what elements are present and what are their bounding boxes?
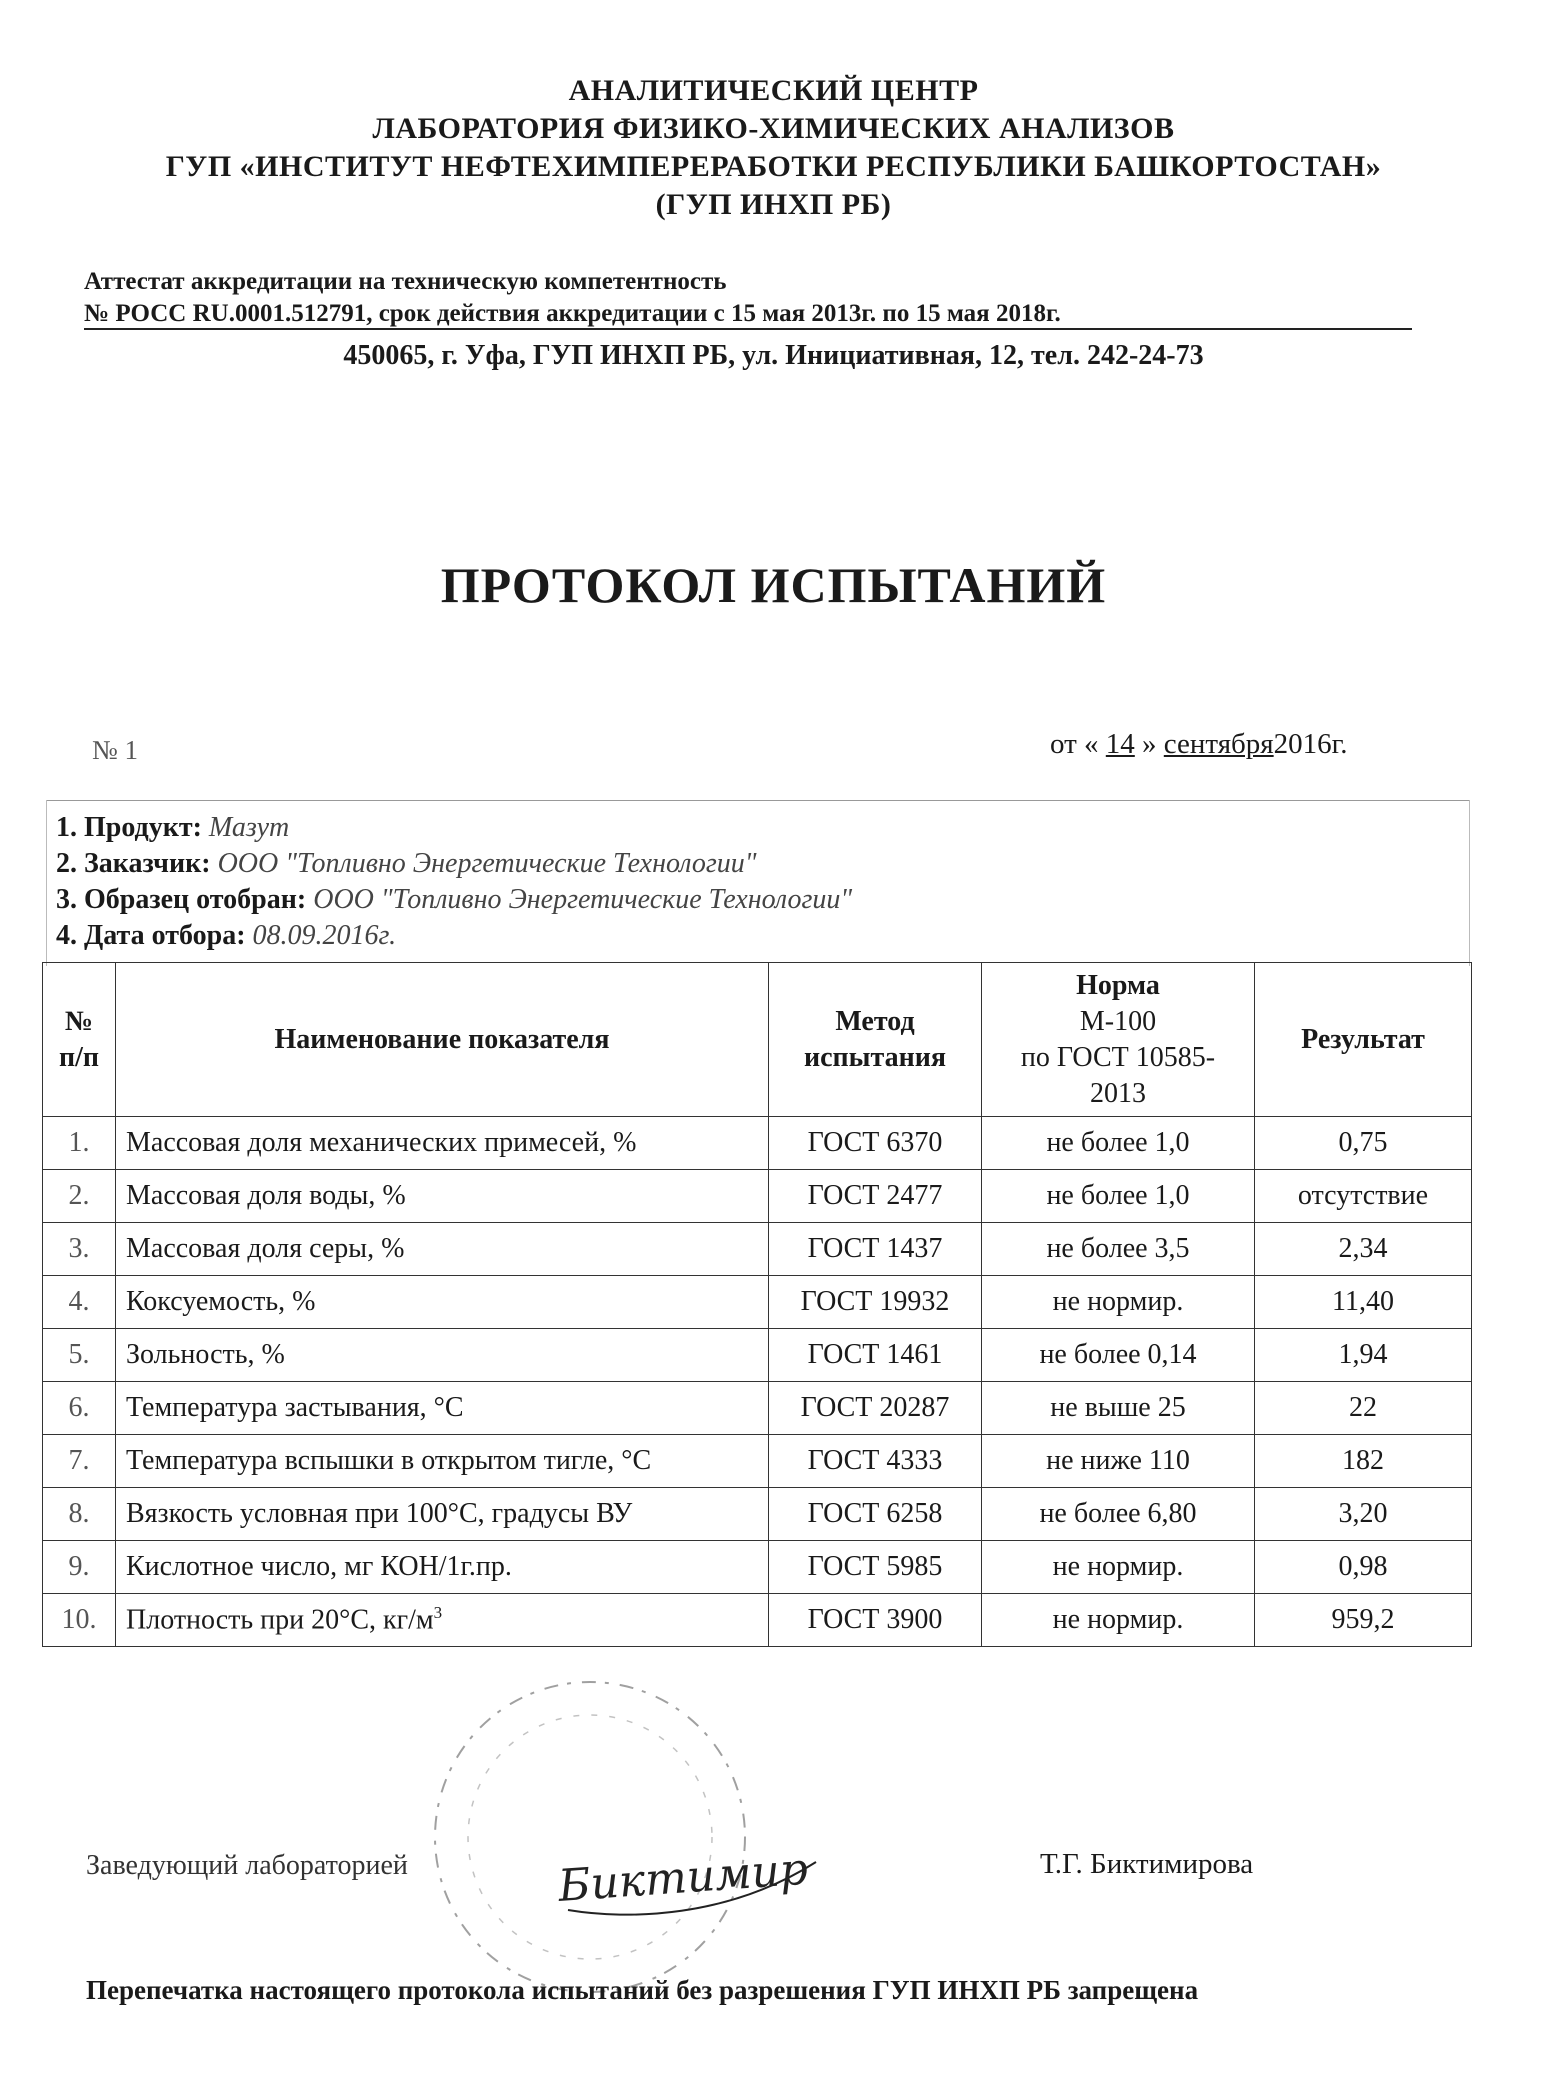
- header-line-3: ГУП «ИНСТИТУТ НЕФТЕХИМПЕРЕРАБОТКИ РЕСПУБЛИКИ БАШКОРТОСТАН»: [165, 150, 1382, 183]
- row-name-text: Плотность при 20°С, кг/м: [126, 1604, 434, 1636]
- header-line-4: (ГУП ИНХП РБ): [655, 188, 892, 221]
- table-row: [43, 1382, 1472, 1435]
- row-result: 1,94: [1255, 1329, 1472, 1382]
- info-customer: [56, 848, 757, 880]
- table-row: [43, 1329, 1472, 1382]
- info-frame-left: [46, 800, 47, 966]
- date-month: сентября: [1163, 728, 1274, 760]
- info-frame-top: [46, 800, 1470, 801]
- header-line-2: ЛАБОРАТОРИЯ ФИЗИКО-ХИМИЧЕСКИХ АНАЛИЗОВ: [372, 112, 1175, 145]
- table-row: [43, 1276, 1472, 1329]
- row-norm: не нормир.: [982, 1541, 1255, 1594]
- date-day: 14: [1105, 728, 1135, 760]
- table-row: [43, 1541, 1472, 1594]
- norm-line-4: 2013: [1090, 1077, 1146, 1109]
- protocol-date: [1050, 728, 1348, 761]
- table-row: [43, 1594, 1472, 1647]
- accreditation-underline: [84, 328, 1412, 330]
- table-row: [43, 1117, 1472, 1170]
- row-name: Зольность, %: [116, 1329, 769, 1382]
- header-line-1: АНАЛИТИЧЕСКИЙ ЦЕНТР: [568, 74, 979, 107]
- row-name: Температура вспышки в открытом тигле, °С: [116, 1435, 769, 1488]
- date-value: 08.09.2016г.: [252, 920, 397, 951]
- row-result: 182: [1255, 1435, 1472, 1488]
- row-number: 5.: [43, 1329, 116, 1382]
- row-method: ГОСТ 20287: [769, 1382, 982, 1435]
- customer-value: ООО "Топливно Энергетические Технологии": [217, 848, 757, 879]
- row-result: 2,34: [1255, 1223, 1472, 1276]
- row-method: ГОСТ 3900: [769, 1594, 982, 1647]
- col-name-header: Наименование показателя: [116, 963, 769, 1117]
- date-year: 2016г.: [1273, 728, 1348, 760]
- row-norm: не нормир.: [982, 1594, 1255, 1647]
- handwritten-signature: [548, 1822, 828, 1932]
- row-norm: не более 6,80: [982, 1488, 1255, 1541]
- signature-position: Заведующий лабораторией: [86, 1850, 408, 1881]
- row-norm: не более 0,14: [982, 1329, 1255, 1382]
- row-number: 10.: [43, 1594, 116, 1647]
- row-result: 3,20: [1255, 1488, 1472, 1541]
- date-label: 4. Дата отбора:: [56, 920, 246, 951]
- row-result: отсутствие: [1255, 1170, 1472, 1223]
- norm-line-2: М-100: [1079, 1005, 1157, 1037]
- row-result: 0,75: [1255, 1117, 1472, 1170]
- row-norm: не более 1,0: [982, 1117, 1255, 1170]
- row-norm: не более 3,5: [982, 1223, 1255, 1276]
- row-name: Кислотное число, мг КОН/1г.пр.: [116, 1541, 769, 1594]
- row-method: ГОСТ 1437: [769, 1223, 982, 1276]
- row-norm: не нормир.: [982, 1276, 1255, 1329]
- row-norm: не более 1,0: [982, 1170, 1255, 1223]
- row-name: Температура застывания, °С: [116, 1382, 769, 1435]
- date-mid: »: [1142, 728, 1157, 760]
- col-result-header: Результат: [1255, 963, 1472, 1117]
- row-name: Массовая доля механических примесей, %: [116, 1117, 769, 1170]
- table-row: [43, 1170, 1472, 1223]
- row-method: ГОСТ 5985: [769, 1541, 982, 1594]
- unit-superscript: 3: [433, 1603, 443, 1623]
- col-method-header: Метод испытания: [769, 963, 982, 1117]
- info-product: [56, 812, 289, 844]
- row-method: ГОСТ 4333: [769, 1435, 982, 1488]
- address: 450065, г. Уфа, ГУП ИНХП РБ, ул. Инициативная, 12, тел. 242-24-73: [343, 340, 1204, 371]
- protocol-number: № 1: [92, 735, 139, 765]
- row-result: 0,98: [1255, 1541, 1472, 1594]
- footer-note: Перепечатка настоящего протокола испытаний без разрешения ГУП ИНХП РБ запрещена: [86, 1975, 1199, 2005]
- table-header-row: [43, 963, 1472, 1117]
- col-num-header: № п/п: [43, 963, 116, 1117]
- row-number: 4.: [43, 1276, 116, 1329]
- row-number: 2.: [43, 1170, 116, 1223]
- sampled-label: 3. Образец отобран:: [56, 884, 307, 915]
- row-name: Коксуемость, %: [116, 1276, 769, 1329]
- signer-name: Т.Г. Биктимирова: [1040, 1848, 1254, 1880]
- row-name: Массовая доля воды, %: [116, 1170, 769, 1223]
- row-name: [116, 1594, 769, 1647]
- accreditation-line-1: Аттестат аккредитации на техническую компетентность: [84, 268, 727, 295]
- info-frame-right: [1469, 800, 1470, 966]
- table-row: [43, 1223, 1472, 1276]
- row-number: 9.: [43, 1541, 116, 1594]
- product-label: 1. Продукт:: [56, 812, 202, 843]
- table-row: [43, 1435, 1472, 1488]
- product-value: Мазут: [208, 812, 290, 843]
- accreditation-line-2: № РОСС RU.0001.512791, срок действия аккредитации с 15 мая 2013г. по 15 мая 2018г.: [84, 300, 1061, 327]
- info-sampled: [56, 884, 852, 916]
- row-result: 11,40: [1255, 1276, 1472, 1329]
- row-method: ГОСТ 19932: [769, 1276, 982, 1329]
- customer-label: 2. Заказчик:: [56, 848, 211, 879]
- row-number: 7.: [43, 1435, 116, 1488]
- row-result: 22: [1255, 1382, 1472, 1435]
- results-table: [42, 962, 1472, 1647]
- row-method: ГОСТ 6370: [769, 1117, 982, 1170]
- row-norm: не ниже 110: [982, 1435, 1255, 1488]
- info-date: [56, 920, 396, 952]
- row-method: ГОСТ 6258: [769, 1488, 982, 1541]
- row-number: 3.: [43, 1223, 116, 1276]
- signature-scribble: Биктимир: [556, 1843, 810, 1913]
- row-result: 959,2: [1255, 1594, 1472, 1647]
- sampled-value: ООО "Топливно Энергетические Технологии": [313, 884, 853, 915]
- row-number: 1.: [43, 1117, 116, 1170]
- row-norm: не выше 25: [982, 1382, 1255, 1435]
- row-number: 8.: [43, 1488, 116, 1541]
- date-prefix: от «: [1050, 728, 1099, 760]
- norm-line-3: по ГОСТ 10585-: [1020, 1041, 1216, 1073]
- page-title: ПРОТОКОЛ ИСПЫТАНИЙ: [440, 557, 1107, 613]
- table-row: [43, 1488, 1472, 1541]
- table-body: [43, 1117, 1472, 1647]
- norm-title: Норма: [1076, 969, 1160, 1001]
- row-method: ГОСТ 2477: [769, 1170, 982, 1223]
- row-name: Вязкость условная при 100°С, градусы ВУ: [116, 1488, 769, 1541]
- row-name: Массовая доля серы, %: [116, 1223, 769, 1276]
- row-method: ГОСТ 1461: [769, 1329, 982, 1382]
- row-number: 6.: [43, 1382, 116, 1435]
- col-norm-header: [982, 963, 1255, 1117]
